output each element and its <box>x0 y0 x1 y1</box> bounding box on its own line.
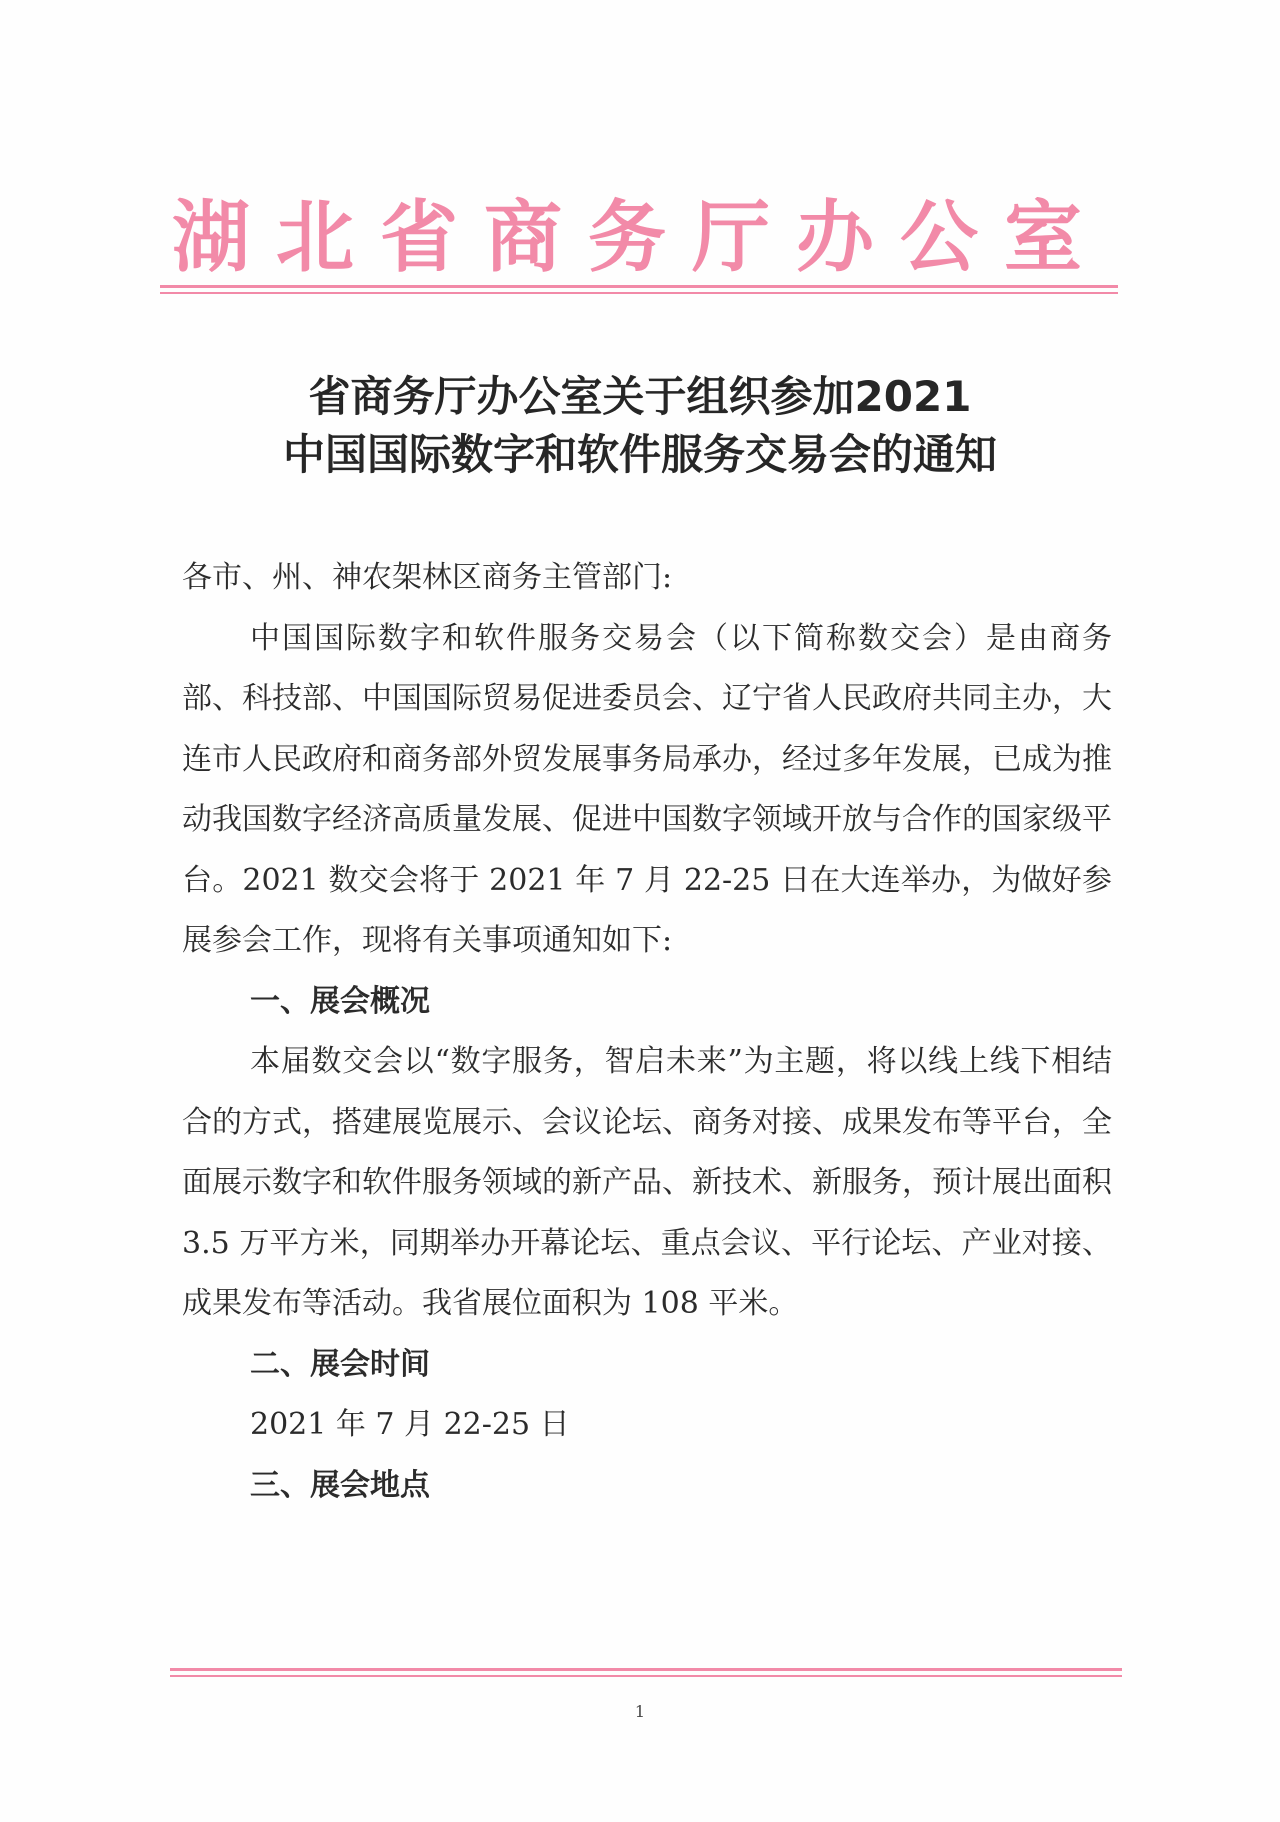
page-number: 1 <box>634 1702 646 1721</box>
section-2-paragraph: 2021 年 7 月 22-25 日 <box>250 1407 570 1442</box>
title-line-2: 中国国际数字和软件服务交易会的通知 <box>282 430 997 479</box>
section-2-heading: 二、展会时间 <box>250 1346 430 1382</box>
document-body <box>182 548 1112 1516</box>
salutation: 各市、州、神农架林区商务主管部门: <box>182 560 673 595</box>
masthead-org-name: 湖北省商务厅办公室 <box>171 193 1108 283</box>
section-3-heading: 三、展会地点 <box>250 1467 430 1503</box>
footer-divider <box>170 1668 1122 1677</box>
intro-paragraph: 中国国际数字和软件服务交易会（以下简称数交会）是由商务部、科技部、中国国际贸易促进委员会、辽宁省人民政府共同主办，大连市人民政府和商务部外贸发展事务局承办，经过多年发展，已成为推动我国数字经济高质量发展、促进中国数字领域开放与合作的国家级平台。2021 数交会将于 2021 年 7 月 22-25 日在大连举办，为做好参展参会工作，现将有关事项通知如下: <box>182 620 1112 958</box>
section-1-heading: 一、展会概况 <box>250 983 430 1019</box>
document-title <box>160 368 1120 484</box>
section-1-paragraph: 本届数交会以“数字服务，智启未来”为主题，将以线上线下相结合的方式，搭建展览展示、会议论坛、商务对接、成果发布等平台，全面展示数字和软件服务领域的新产品、新技术、新服务，预计展出面积 3.5 万平方米，同期举办开幕论坛、重点会议、平行论坛、产业对接、成果发布等活动。我省展位面积为 108 平米。 <box>182 1044 1112 1321</box>
title-line-1: 省商务厅办公室关于组织参加2021 <box>308 372 972 421</box>
header-divider <box>160 285 1118 294</box>
